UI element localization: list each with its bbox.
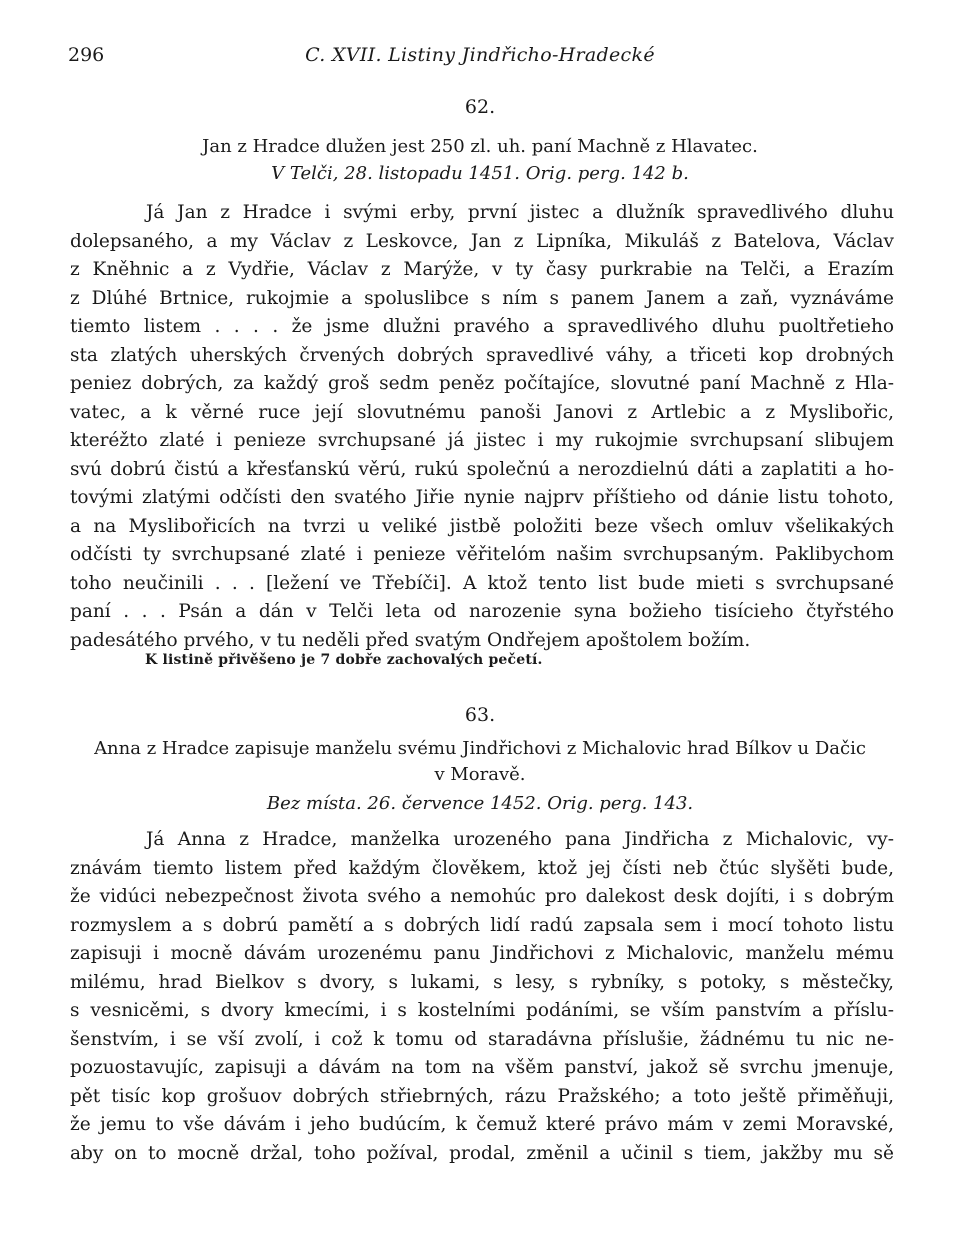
text-line: tiemto listem . . . . že jsme dlužni pravého a spravedlivého dluhu puoltřetieho: [70, 316, 894, 337]
document-63-title-line-2: v Moravě.: [434, 764, 526, 785]
text-line: Já Anna z Hradce, manželka urozeného pana Jindřicha z Michalovic, vy-: [146, 829, 894, 850]
document-62-date-line: V Telči, 28. listopadu 1451. Orig. perg. 142 b.: [271, 163, 689, 184]
text-line: dolepsaného, a my Václav z Leskovce, Jan z Lipníka, Mikuláš z Batelova, Václav: [70, 230, 894, 252]
text-line: toho neučinili . . . [ležení ve Třebíči]. A ktož tento list bude mieti s svrchupsané: [70, 572, 894, 594]
document-63-body: [70, 826, 894, 1168]
text-line: znávám tiemto listem před každým člověkem, ktož jej čísti neb čtúc slyšěti bude,: [70, 857, 894, 879]
text-line: svú dobrú čistú a křesťanskú věrú, rukú společnú a nerozdielnú dáti a zaplatiti a ho-: [70, 458, 894, 480]
text-line: sta zlatých uherských črvených dobrých spravedlivé váhy, a třiceti kop drobných: [70, 344, 894, 366]
document-63-title-line-1: Anna z Hradce zapisuje manželu svému Jindřichovi z Michalovic hrad Bílkov u Dačic: [94, 738, 866, 759]
text-line: že jemu to vše dávám i jeho budúcím, k čemuž které právo mám v zemi Moravské,: [70, 1114, 894, 1135]
document-62-seal-note: K listině přivěšeno je 7 dobře zachovalých pečetí.: [145, 652, 543, 668]
text-line: s vesnicěmi, s dvory kmecími, i s kostelními podáními, se vším panstvím a příslu-: [70, 1000, 894, 1021]
text-line: rozmyslem a s dobrú pamětí a s dobrých lidí radú zapsala sem i mocí tohoto listu: [70, 914, 894, 936]
document-62-title: Jan z Hradce dlužen jest 250 zl. uh. paní Machně z Hlavatec.: [202, 136, 758, 157]
text-line: pozuostavujíc, zapisuji a dávám na tom na všěm panství, jakož sě svrchu jmenuje,: [70, 1057, 894, 1078]
text-line: vatec, a k věrné ruce její slovutnému panoši Janovi z Artlebic a z Myslibořic,: [70, 401, 894, 423]
text-line: kteréžto zlaté i penieze svrchupsané já jistec i my rukojmie svrchupsaní slibujem: [70, 430, 894, 451]
document-63-title: [60, 736, 900, 788]
document-62-body: [70, 199, 894, 655]
text-line: že vidúci nebezpečnost života svého a nemohúc pro dalekost desk dojíti, i s dobrým: [70, 886, 894, 907]
running-head: C. XVII. Listiny Jindřicho-Hradecké: [305, 44, 655, 66]
document-62-number: 62.: [464, 96, 496, 118]
text-line: peniez dobrých, za každý groš sedm peněz počítajíce, slovutné paní Machně z Hla-: [70, 373, 894, 394]
text-line: padesátého prvého, v tu neděli před svatým Ondřejem apoštolem božím.: [70, 629, 751, 651]
text-line: tovými zlatými odčísti den svatého Jiřie nynie najprv příštieho od dánie listu tohoto,: [70, 487, 894, 508]
document-63-number: 63.: [464, 704, 496, 726]
text-line: pět tisíc kop grošuov dobrých střiebrných, rázu Pražského; a toto ještě přiměňuji,: [70, 1085, 894, 1107]
text-line: šenstvím, i se vší zvolí, i což k tomu od staradávna příslušie, žádnému tu nic ne-: [70, 1028, 894, 1050]
page-header: [68, 44, 892, 74]
page-number: 296: [68, 44, 105, 66]
text-line: zapisuji i mocně dávám urozenému panu Jindřichovi z Michalovic, manželu mému: [70, 943, 894, 964]
text-line: odčísti ty svrchupsané zlaté i penieze věřitelóm našim svrchupsaným. Paklibychom: [70, 544, 894, 565]
text-line: Já Jan z Hradce i svými erby, první jistec a dlužník spravedlivého dluhu: [146, 202, 894, 223]
text-line: milému, hrad Bielkov s dvory, s lukami, s lesy, s rybníky, s potoky, s městečky,: [70, 971, 894, 993]
text-line: aby on to mocně držal, toho požíval, prodal, změnil a učinil s tiem, jakžby mu sě: [70, 1142, 894, 1164]
text-line: z Dlúhé Brtnice, rukojmie a spoluslibce s ním s panem Janem a zaň, vyznáváme: [70, 287, 894, 309]
text-line: a na Myslibořicích na tvrzi u veliké jistbě položiti beze všech omluv všelikakých: [70, 515, 894, 537]
text-line: paní . . . Psán a dán v Telči leta od narozenie syna božieho tisícieho čtyřstého: [70, 601, 894, 622]
document-63-date-line: Bez místa. 26. července 1452. Orig. perg. 143.: [266, 793, 694, 814]
text-line: z Kněhnic a z Vydřie, Václav z Marýže, v ty časy purkrabie na Telči, a Erazím: [70, 259, 894, 280]
